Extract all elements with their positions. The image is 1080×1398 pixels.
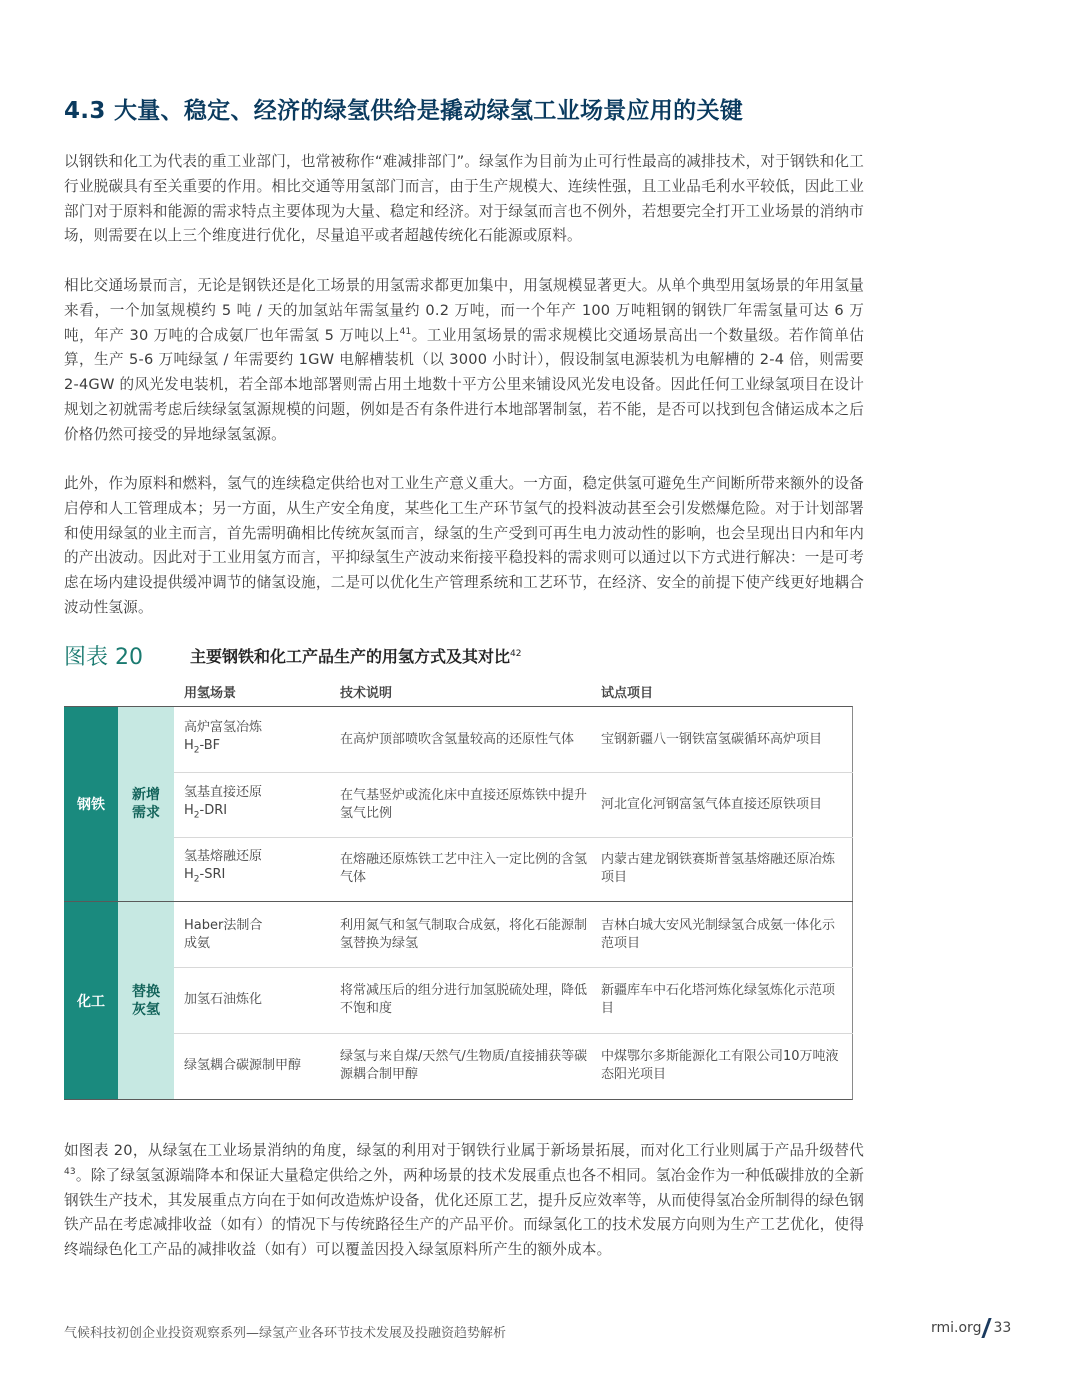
scene-name: Haber法制合成氨: [184, 917, 263, 951]
subcategory-cell: [118, 707, 174, 901]
description-cell: 在熔融还原炼铁工艺中注入一定比例的含氢气体: [340, 851, 588, 885]
table-row: [174, 902, 853, 968]
subcategory-label: 替换灰氢: [132, 983, 160, 1018]
scene-name: 加氢石油炼化: [184, 992, 263, 1007]
footer-page-info: [931, 1318, 1011, 1338]
category-cell: 化工: [64, 902, 118, 1099]
section-heading: 4.3 大量、稳定、经济的绿氢供给是撬动绿氢工业场景应用的关键: [64, 98, 744, 124]
table-row: [174, 707, 853, 773]
column-header-scene: 用氢场景: [184, 686, 237, 701]
scene-code: $H_2$-DRI: [184, 803, 228, 821]
description-cell: 在气基竖炉或流化床中直接还原炼铁中提升氢气比例: [340, 787, 588, 821]
scene-code: $H_2$-SRI: [184, 867, 226, 885]
scene-name: 氢基直接还原: [184, 785, 263, 801]
table-row: [174, 772, 853, 838]
site-link[interactable]: rmi.org: [931, 1320, 982, 1336]
project-cell: 宝钢新疆八一钢铁富氢碳循环高炉项目: [601, 731, 823, 747]
project-cell: 吉林白城大安风光制绿氢合成氨一体化示范项目: [601, 917, 836, 951]
project-cell: 中煤鄂尔多斯能源化工有限公司10万吨液态阳光项目: [601, 1049, 839, 1082]
page-number: 33: [993, 1320, 1012, 1336]
project-cell: 河北宣化河钢富氢气体直接还原铁项目: [601, 796, 823, 812]
paragraph-4: [64, 1139, 864, 1263]
scene-cell: [184, 772, 334, 837]
scene-code: $H_2-BF$: [184, 738, 221, 756]
footnote-ref-41[interactable]: 41: [399, 326, 412, 337]
hydrogen-use-table: [64, 706, 853, 1100]
paragraph-2: [64, 274, 864, 448]
subscript-2: 2: [193, 745, 200, 756]
footnote-ref-42[interactable]: 42: [510, 649, 522, 659]
figure-label: 图表 20: [64, 645, 143, 670]
project-cell: 内蒙古建龙钢铁赛斯普氢基熔融还原冶炼项目: [601, 851, 836, 885]
paragraph-4-part-b: 。除了绿氢氢源端降本和保证大量稳定供给之外，两种场景的技术发展重点也各不相同。氢冶金作为一种低碳排放的全新钢铁生产技术，其发展重点方向在于如何改造炼炉设备，优化还原工艺，提升反应效率等，从而使得氢冶金所制得的绿色钢铁产品在考虑减排收益（如有）的情况下与传统路径生产的产品平价。而绿氢化工的技术发展方向则为生产工艺优化，使得终端绿色化工产品的减排收益（如有）可以覆盖因投入绿氢原料所产生的额外成本。: [64, 1166, 864, 1259]
subcategory-cell: [118, 902, 174, 1099]
project-cell: 新疆库车中石化塔河炼化绿氢炼化示范项目: [601, 983, 836, 1016]
subscript-2: 2: [193, 874, 200, 885]
paragraph-2-part-a: 相比交通场景而言，无论是钢铁还是化工场景的用氢需求都更加集中，用氢规模显著更大。从单个典型用氢场景的年用氢量来看，一个加氢规模约 5 吨 / 天的加氢站年需氢量约 0.2 万吨，而一个年产 100 万吨粗钢的钢铁厂年需氢量可达 6 万吨，年产 30 万吨的合成氨厂也年需氢 5 万吨以上: [64, 277, 864, 344]
footnote-ref-43[interactable]: 43: [64, 1166, 76, 1177]
scene-cell: [184, 837, 334, 900]
scene-cell: [184, 902, 334, 967]
figure-title-text: 主要钢铁和化工产品生产的用氢方式及其对比: [190, 647, 511, 666]
table-group-steel: [64, 707, 853, 902]
scene-cell: [184, 1033, 334, 1099]
table-row: [174, 1033, 853, 1099]
footer-series-title: 气候科技初创企业投资观察系列—绿氢产业各环节技术发展及投融资趋势解析: [64, 1326, 507, 1341]
description-cell: 将常减压后的组分进行加氢脱硫处理，降低不饱和度: [340, 983, 588, 1016]
subscript-2: 2: [193, 810, 200, 821]
scene-cell: [184, 967, 334, 1033]
scene-name: 氢基熔融还原: [184, 849, 263, 865]
subcategory-label: 新增需求: [132, 787, 160, 821]
scene-cell: [184, 707, 334, 772]
table-group-chemical: [64, 902, 853, 1099]
table-row: [174, 837, 853, 900]
category-cell: 钢铁: [64, 707, 118, 901]
scene-name: 绿氢耦合碳源制甲醇: [184, 1058, 302, 1073]
description-cell: 在高炉顶部喷吹含氢量较高的还原性气体: [340, 731, 575, 747]
table-row: [174, 967, 853, 1034]
paragraph-1: 以钢铁和化工为代表的重工业部门，也常被称作“难减排部门”。绿氢作为目前为止可行性最高的减排技术，对于钢铁和化工行业脱碳具有至关重要的作用。相比交通等用氢部门而言，由于生产规模大、连续性强，且工业品毛利水平较低，因此工业部门对于原料和能源的需求特点主要体现为大量、稳定和经济。对于绿氢而言也不例外，若想要完全打开工业场景的消纳市场，则需要在以上三个维度进行优化，尽量追平或者超越传统化石能源或原料。: [64, 153, 864, 245]
description-cell: 利用氮气和氢气制取合成氨，将化石能源制氢替换为绿氢: [340, 917, 588, 951]
figure-title: [190, 644, 521, 667]
paragraph-2-part-b: 。工业用氢场景的需求规模比交通场景高出一个数量级。若作简单估算，生产 5-6 万吨绿氢 / 年需要约 1GW 电解槽装机（以 3000 小时计），假设制氢电源装机为电解槽的 2-4 倍，则需要 2-4GW 的风光发电装机，若全部本地部署则需占用土地数十平方公里来铺设风光发电设备。因此任何工业绿氢项目在设计规划之初就需考虑后续绿氢氢源规模的问题，例如是否有条件进行本地部署制氢，若不能，是否可以找到包含储运成本之后价格仍然可接受的异地绿氢氢源。: [64, 326, 864, 443]
slash-divider-icon: [982, 1318, 992, 1338]
scene-name: 高炉富氢冶炼: [184, 720, 263, 736]
paragraph-3: 此外，作为原料和燃料，氢气的连续稳定供给也对工业生产意义重大。一方面，稳定供氢可避免生产间断所带来额外的设备启停和人工管理成本；另一方面，从生产安全角度，某些化工生产环节氢气的投料波动甚至会引发燃爆危险。对于计划部署和使用绿氢的业主而言，首先需明确相比传统灰氢而言，绿氢的生产受到可再生电力波动性的影响，也会呈现出日内和年内的产出波动。因此对于工业用氢方而言，平抑绿氢生产波动来衔接平稳投料的需求则可以通过以下方式进行解决：一是可考虑在场内建设提供缓冲调节的储氢设施，二是可以优化生产管理系统和工艺环节，在经济、安全的前提下使产线更好地耦合波动性氢源。: [64, 475, 864, 616]
paragraph-4-part-a: 如图表 20，从绿氢在工业场景消纳的角度，绿氢的利用对于钢铁行业属于新场景拓展，而对化工行业则属于产品升级替代: [64, 1142, 864, 1159]
column-header-description: 技术说明: [340, 686, 393, 701]
description-cell: 绿氢与来自煤/天然气/生物质/直接捕获等碳源耦合制甲醇: [340, 1049, 588, 1082]
column-header-project: 试点项目: [601, 686, 654, 701]
